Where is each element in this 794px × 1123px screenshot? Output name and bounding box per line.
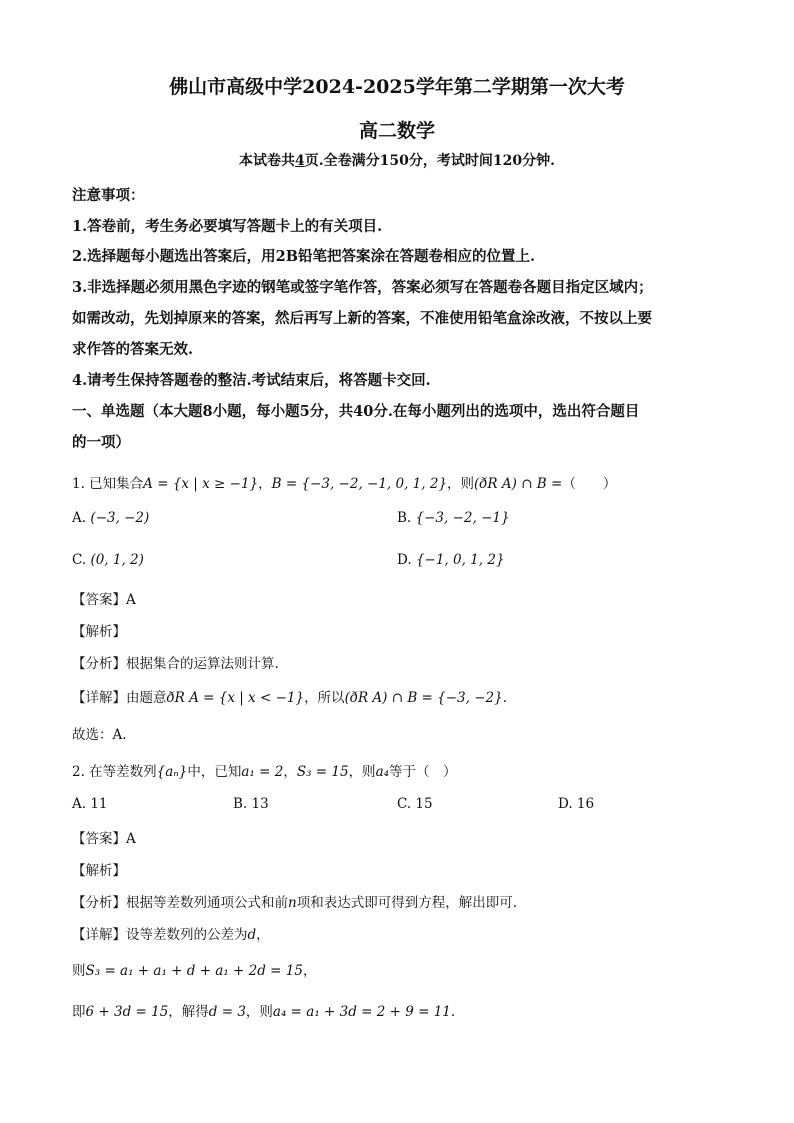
q2-eq1-math: S₃ = a₁ + a₁ + d + a₁ + 2d = 15: [85, 963, 303, 979]
q1-option-a-label: A.: [72, 510, 87, 526]
q2-stem-mid-1: 中，已知: [187, 764, 242, 780]
q2-s3: S₃ = 15: [296, 764, 349, 780]
note-1: 1.答卷前，考生务必要填写答题卡上的有关项目.: [72, 218, 383, 235]
q2-fenxi-n: n: [288, 895, 297, 911]
q2-eq2-mid: ，解得: [168, 1004, 209, 1020]
exam-info-pre: 本试卷共: [239, 153, 296, 169]
q1-answer: 【答案】A: [72, 592, 136, 608]
q1-option-b: [397, 510, 510, 526]
q1-set-b: B = {−3, −2, −1, 0, 1, 2}: [271, 476, 448, 492]
q1-stem-mid: ，则: [447, 476, 475, 492]
q2-eq2-pre: 即: [72, 1004, 86, 1020]
note-4: 4.请考生保持答题卷的整洁.考试结束后，将答题卡交回.: [72, 372, 431, 389]
q2-eq2-math: 6 + 3d = 15: [85, 1004, 169, 1020]
q1-detail-math-2: (ðR A) ∩ B = {−3, −2}: [344, 690, 503, 706]
q1-option-a-value: (−3, −2): [90, 510, 150, 526]
section-heading-line-1: 一、单选题（本大题8小题，每小题5分，共40分.在每小题列出的选项中，选出符合题目: [72, 403, 640, 420]
q2-detail-pre: 设等差数列的公差为: [126, 927, 248, 943]
q1-set-a: A = {x | x ≥ −1}: [143, 476, 259, 492]
question-2-stem: [72, 760, 457, 780]
q1-option-c: [72, 552, 144, 568]
q1-detail-pre: 由题意: [126, 690, 167, 706]
q2-eq2-end: .: [450, 1004, 456, 1020]
note-3-line-2: 如需改动，先划掉原来的答案，然后再写上新的答案，不准使用铅笔盒涂改液，不按以上要: [72, 310, 652, 327]
q2-eq2-d: d = 3: [208, 1004, 246, 1020]
q2-option-b: B. 13: [233, 796, 269, 812]
q2-eq1-pre: 则: [72, 963, 86, 979]
q2-option-c: C. 15: [397, 796, 433, 812]
q2-stem-mid-2: ，则: [348, 764, 376, 780]
q1-detail: [72, 686, 507, 706]
note-3-line-3: 求作答的答案无效.: [72, 341, 194, 358]
exam-info-post: 页.全卷满分150分，考试时间120分钟.: [304, 153, 555, 169]
exam-title: 佛山市高级中学2024-2025学年第二学期第一次大考: [169, 76, 625, 98]
exam-subtitle: 高二数学: [358, 120, 435, 142]
q1-fenxi: [72, 652, 279, 672]
q2-a4: a₄: [375, 764, 390, 780]
q2-stem-pre: 2. 在等差数列: [72, 764, 157, 780]
q2-fenxi-post: 项和表达式即可得到方程，解出即可.: [296, 895, 517, 911]
q2-equation-1: [72, 959, 316, 979]
q1-expression: (ðR A) ∩ B =: [474, 476, 563, 492]
q2-option-a: A. 11: [72, 796, 108, 812]
q2-fenxi-tag: 【分析】: [72, 895, 126, 911]
q1-option-a: [72, 510, 149, 526]
q1-choose: 故选：A.: [72, 727, 127, 743]
q2-eq1-end: ，: [302, 963, 317, 979]
q2-comma: ，: [283, 764, 297, 780]
q1-option-b-label: B.: [397, 510, 412, 526]
note-2: 2.选择题每小题选出答案后，用2B铅笔把答案涂在答题卷相应的位置上.: [72, 248, 536, 265]
q1-detail-tag: 【详解】: [72, 690, 126, 706]
q1-stem-pre: 1. 已知集合: [72, 476, 144, 492]
q1-fenxi-text: 根据集合的运算法则计算.: [126, 656, 279, 672]
q2-eq2-result: a₄ = a₁ + 3d = 2 + 9 = 11: [272, 1004, 451, 1020]
note-3-line-1: 3.非选择题必须用黑色字迹的钢笔或签字笔作答，答案必须写在答题卷各题目指定区域内；: [72, 279, 653, 296]
question-1-stem: [72, 472, 616, 492]
q2-option-d: D. 16: [558, 796, 595, 812]
q1-option-c-value: (0, 1, 2): [90, 552, 144, 568]
section-heading-line-2: 的一项）: [72, 434, 130, 451]
q2-a1: a₁ = 2: [241, 764, 284, 780]
q2-eq2-mid-2: ，则: [245, 1004, 273, 1020]
q2-detail: [72, 923, 270, 943]
q2-analysis-heading: 【解析】: [72, 863, 126, 879]
q1-detail-end: .: [502, 690, 507, 706]
q1-option-d: [397, 552, 505, 568]
q1-option-d-value: {−1, 0, 1, 2}: [415, 552, 505, 568]
q2-detail-d: d: [247, 927, 257, 943]
q2-fenxi: [72, 891, 517, 911]
q2-answer: 【答案】A: [72, 831, 136, 847]
q1-fenxi-tag: 【分析】: [72, 656, 126, 672]
q2-fenxi-pre: 根据等差数列通项公式和前: [126, 895, 288, 911]
q1-option-b-value: {−3, −2, −1}: [415, 510, 510, 526]
q2-equation-2: [72, 1000, 455, 1020]
notes-heading: 注意事项：: [72, 187, 145, 204]
q1-sep: ，: [258, 476, 272, 492]
q1-analysis-heading: 【解析】: [72, 624, 126, 640]
q1-detail-math-1: ðR A = {x | x < −1}: [166, 690, 305, 706]
exam-info-pages: 4: [295, 153, 305, 169]
q2-stem-end: 等于（ ）: [389, 764, 457, 780]
q2-sequence: {aₙ}: [156, 764, 188, 780]
q2-detail-end: ，: [256, 927, 270, 943]
q1-blank: （ ）: [562, 476, 617, 492]
exam-info: [0, 150, 794, 170]
q1-option-d-label: D.: [397, 552, 412, 568]
q2-detail-tag: 【详解】: [72, 927, 126, 943]
q1-detail-mid: ，所以: [304, 690, 345, 706]
q1-option-c-label: C.: [72, 552, 87, 568]
